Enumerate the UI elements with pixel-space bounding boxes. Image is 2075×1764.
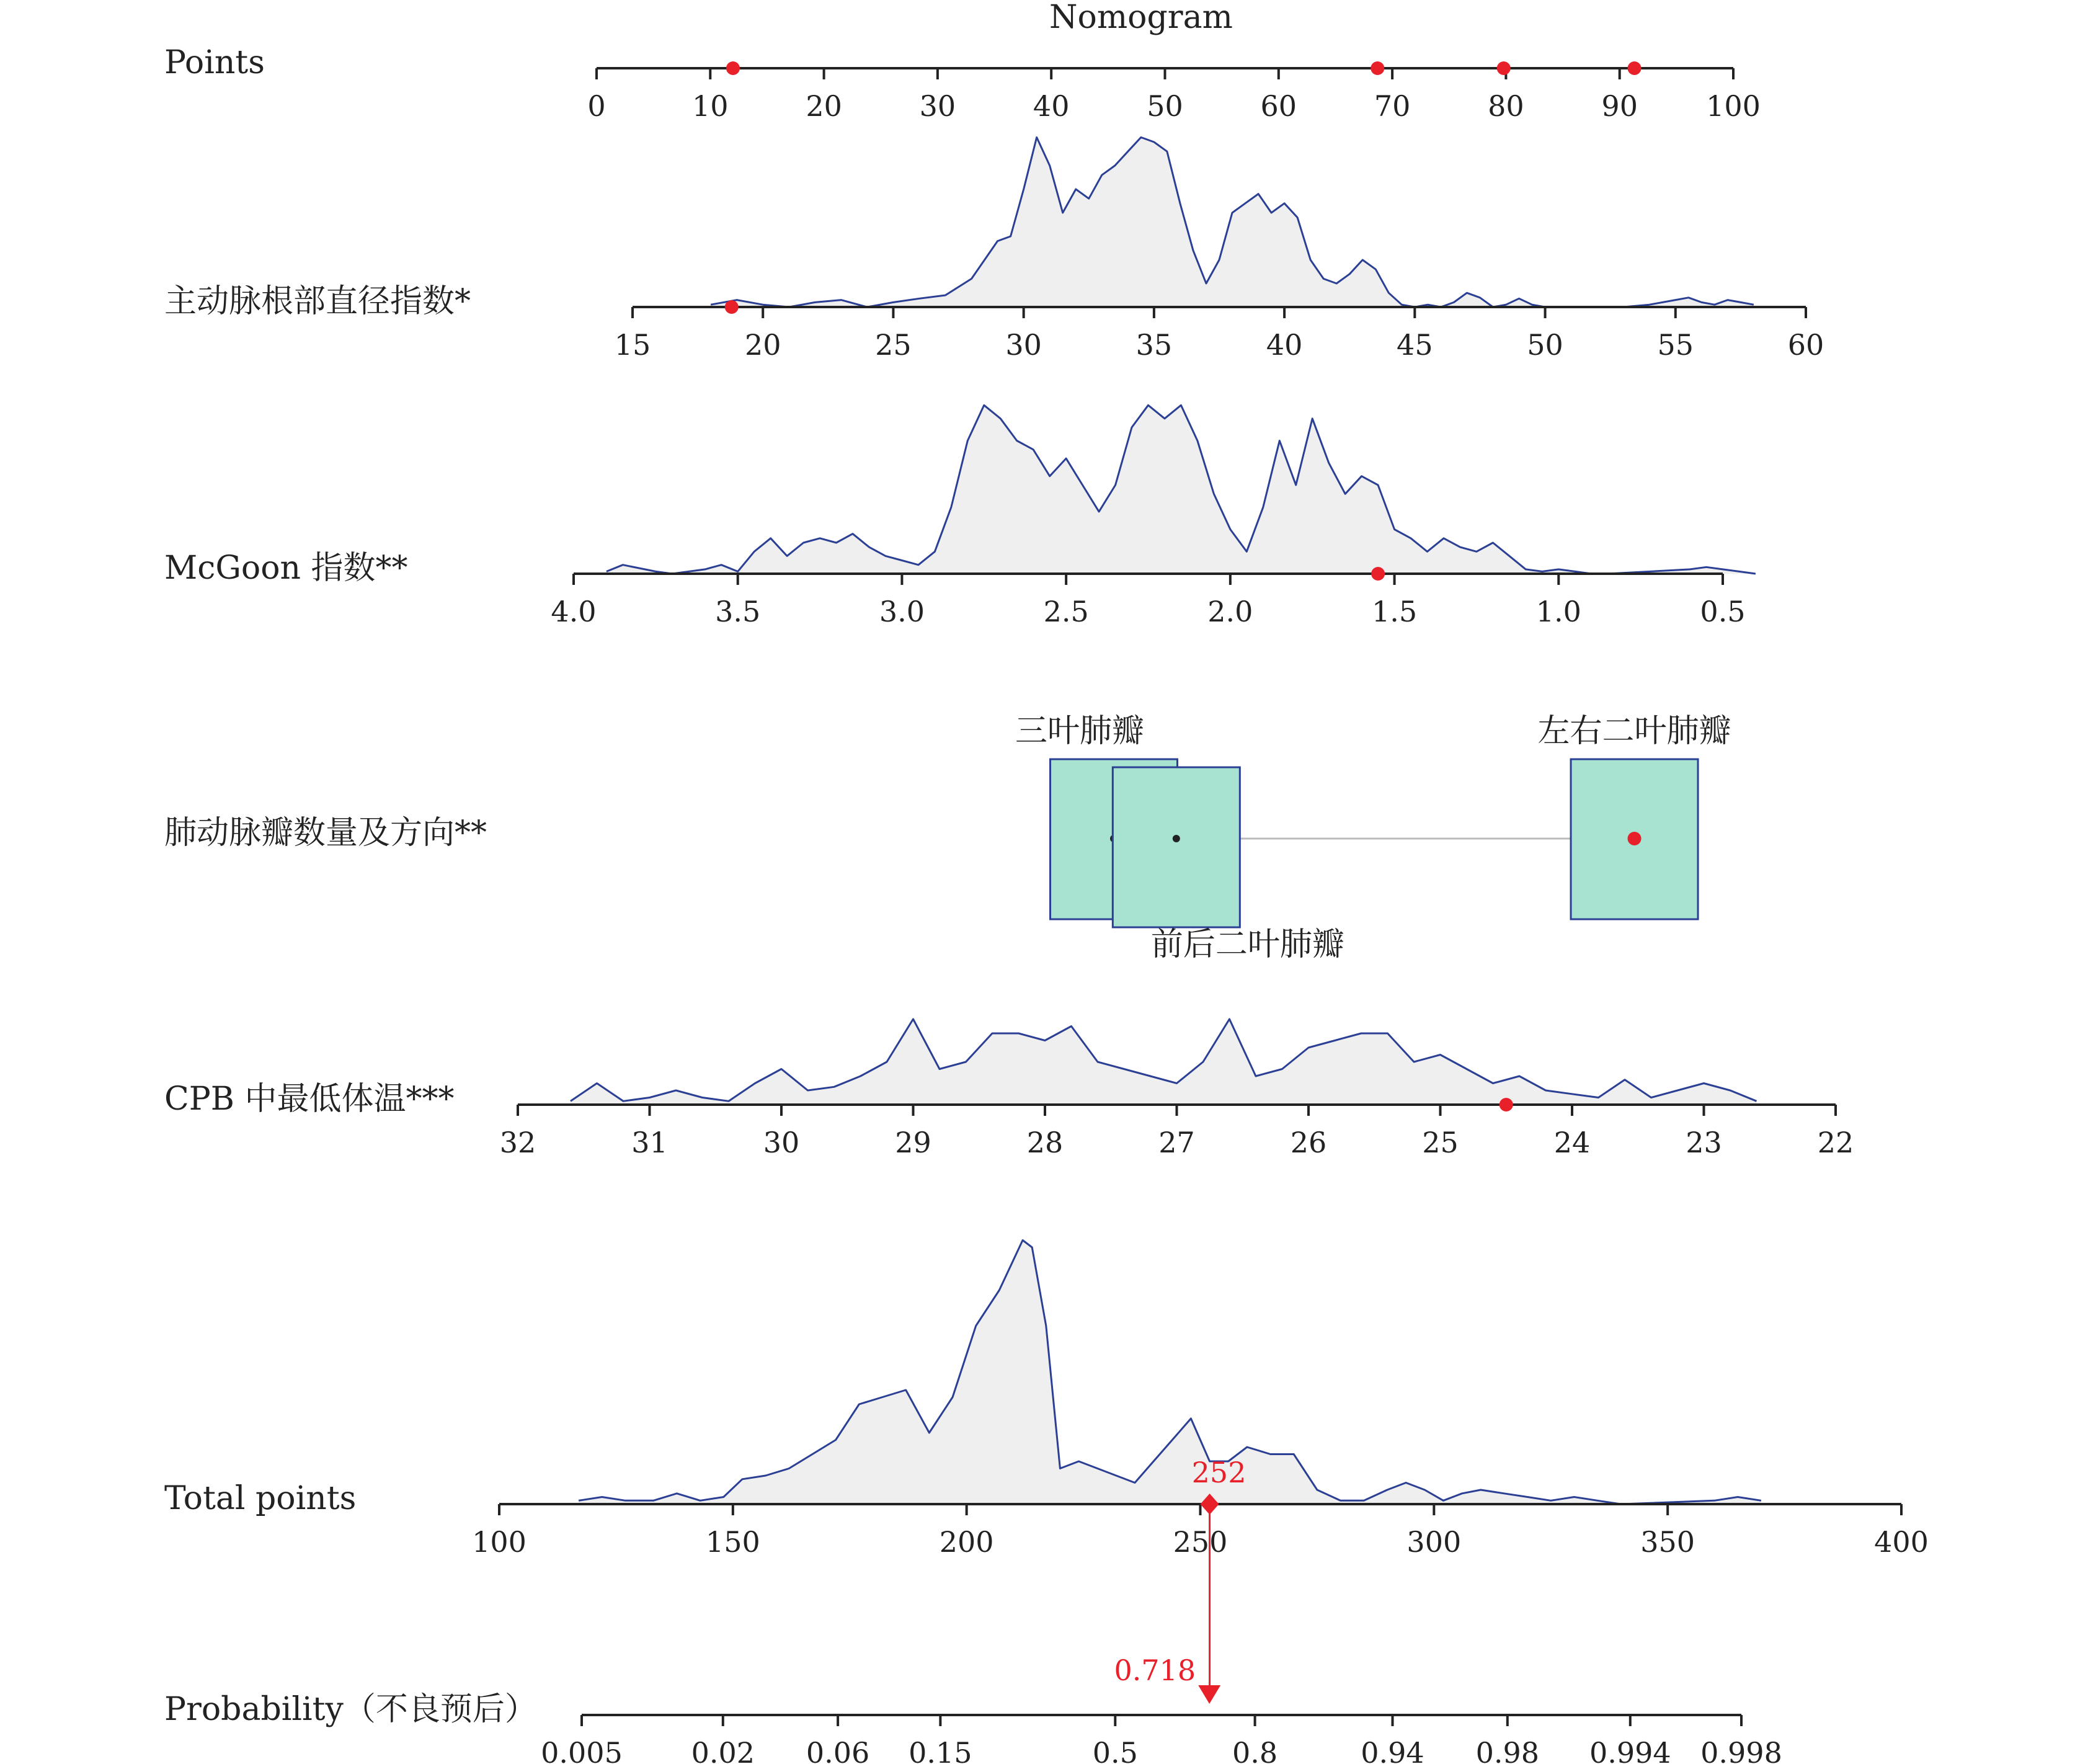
cpb_temp-tick-label: 25 — [1422, 1126, 1459, 1159]
aortic_root-tick-label: 55 — [1657, 328, 1694, 362]
total_points-tick-label: 350 — [1640, 1525, 1695, 1559]
probability-tick-label: 0.98 — [1475, 1736, 1540, 1764]
points-tick-label: 80 — [1488, 89, 1524, 123]
category-box — [1113, 767, 1240, 927]
probability-tick-label: 0.02 — [691, 1736, 755, 1764]
row-mcgoon — [164, 405, 1756, 628]
mcgoon-marker — [1371, 567, 1385, 581]
points-tick-label: 30 — [919, 89, 956, 123]
mcgoon-tick-label: 3.0 — [879, 595, 925, 628]
category-label: 三叶肺瓣 — [1015, 713, 1145, 750]
aortic_root-tick-label: 15 — [614, 328, 651, 362]
points-tick-label: 10 — [692, 89, 729, 123]
row-cpb_temp — [164, 1019, 1854, 1159]
points-marker — [1371, 61, 1384, 75]
aortic_root-tick-label: 25 — [875, 328, 912, 362]
nomogram-rows — [164, 44, 1929, 1764]
points-tick-label: 20 — [806, 89, 842, 123]
aortic_root-tick-label: 50 — [1527, 328, 1563, 362]
mcgoon-tick-label: 0.5 — [1700, 595, 1746, 628]
points-tick-label: 100 — [1706, 89, 1761, 123]
pulmonary_valve-label: 肺动脉瓣数量及方向** — [164, 814, 487, 852]
total_points-tick-label: 300 — [1406, 1525, 1462, 1559]
row-aortic_root — [164, 137, 1824, 362]
category-label: 左右二叶肺瓣 — [1537, 713, 1731, 750]
points-tick-label: 90 — [1601, 89, 1638, 123]
mcgoon-tick-label: 1.5 — [1371, 595, 1418, 628]
total-points-selected-label: 252 — [1191, 1456, 1246, 1489]
mcgoon-label: McGoon 指数** — [164, 550, 408, 587]
chart-title: Nomogram — [1049, 0, 1233, 36]
cpb_temp-tick-label: 27 — [1158, 1126, 1195, 1159]
aortic_root-tick-label: 45 — [1397, 328, 1433, 362]
cpb_temp-marker — [1500, 1098, 1513, 1111]
cpb_temp-tick-label: 32 — [499, 1126, 536, 1159]
aortic_root-tick-label: 60 — [1787, 328, 1824, 362]
mcgoon-tick-label: 4.0 — [551, 595, 597, 628]
cpb_temp-tick-label: 26 — [1290, 1126, 1327, 1159]
aortic_root-density-fill — [711, 137, 1754, 307]
cpb_temp-tick-label: 29 — [895, 1126, 931, 1159]
category-point — [1173, 835, 1180, 842]
points-tick-label: 40 — [1033, 89, 1070, 123]
probability-tick-label: 0.06 — [806, 1736, 870, 1764]
category-point — [1628, 832, 1642, 845]
cpb_temp-tick-label: 23 — [1686, 1126, 1722, 1159]
points-marker — [1628, 61, 1642, 75]
category-label: 前后二叶肺瓣 — [1150, 926, 1344, 963]
points-tick-label: 60 — [1260, 89, 1297, 123]
probability-tick-label: 0.994 — [1589, 1736, 1671, 1764]
aortic_root-tick-label: 40 — [1266, 328, 1303, 362]
total_points-tick-label: 100 — [472, 1525, 527, 1559]
probability-tick-label: 0.8 — [1232, 1736, 1278, 1764]
points-label: Points — [164, 44, 265, 81]
points-tick-label: 50 — [1147, 89, 1183, 123]
aortic_root-tick-label: 30 — [1005, 328, 1042, 362]
cpb_temp-tick-label: 31 — [631, 1126, 668, 1159]
aortic_root-tick-label: 20 — [744, 328, 781, 362]
mcgoon-tick-label: 2.5 — [1043, 595, 1089, 628]
row-pulmonary_valve — [164, 713, 1731, 963]
row-points — [164, 44, 1761, 123]
probability-tick-label: 0.94 — [1361, 1736, 1424, 1764]
cpb_temp-label: CPB 中最低体温*** — [164, 1080, 455, 1118]
total_points-density-fill — [579, 1241, 1761, 1505]
cpb_temp-density-fill — [571, 1019, 1757, 1105]
probability-selected-label: 0.718 — [1114, 1654, 1196, 1687]
cpb_temp-tick-label: 30 — [763, 1126, 800, 1159]
cpb_temp-tick-label: 22 — [1817, 1126, 1854, 1159]
probability-label: Probability（不良预后） — [164, 1691, 537, 1728]
row-total_points — [164, 1241, 1929, 1697]
probability-tick-label: 0.998 — [1700, 1736, 1782, 1764]
total_points-tick-label: 400 — [1874, 1525, 1929, 1559]
aortic_root-label: 主动脉根部直径指数* — [164, 283, 471, 320]
points-marker — [1497, 61, 1511, 75]
mcgoon-tick-label: 2.0 — [1207, 595, 1253, 628]
probability-tick-label: 0.005 — [541, 1736, 623, 1764]
total_points-tick-label: 200 — [939, 1525, 994, 1559]
points-tick-label: 70 — [1374, 89, 1411, 123]
total_points-tick-label: 250 — [1173, 1525, 1228, 1559]
mcgoon-tick-label: 1.0 — [1535, 595, 1581, 628]
probability-selected-marker — [1198, 1685, 1220, 1704]
probability-tick-label: 0.15 — [909, 1736, 972, 1764]
points-marker — [726, 61, 740, 75]
total_points-label: Total points — [164, 1480, 357, 1517]
mcgoon-tick-label: 3.5 — [715, 595, 761, 628]
cpb_temp-tick-label: 28 — [1026, 1126, 1064, 1159]
aortic_root-tick-label: 35 — [1135, 328, 1173, 362]
probability-tick-label: 0.5 — [1092, 1736, 1138, 1764]
cpb_temp-tick-label: 24 — [1553, 1126, 1591, 1159]
row-probability — [164, 1654, 1782, 1764]
aortic_root-marker — [725, 300, 739, 314]
total_points-tick-label: 150 — [705, 1525, 760, 1559]
points-tick-label: 0 — [587, 89, 606, 123]
